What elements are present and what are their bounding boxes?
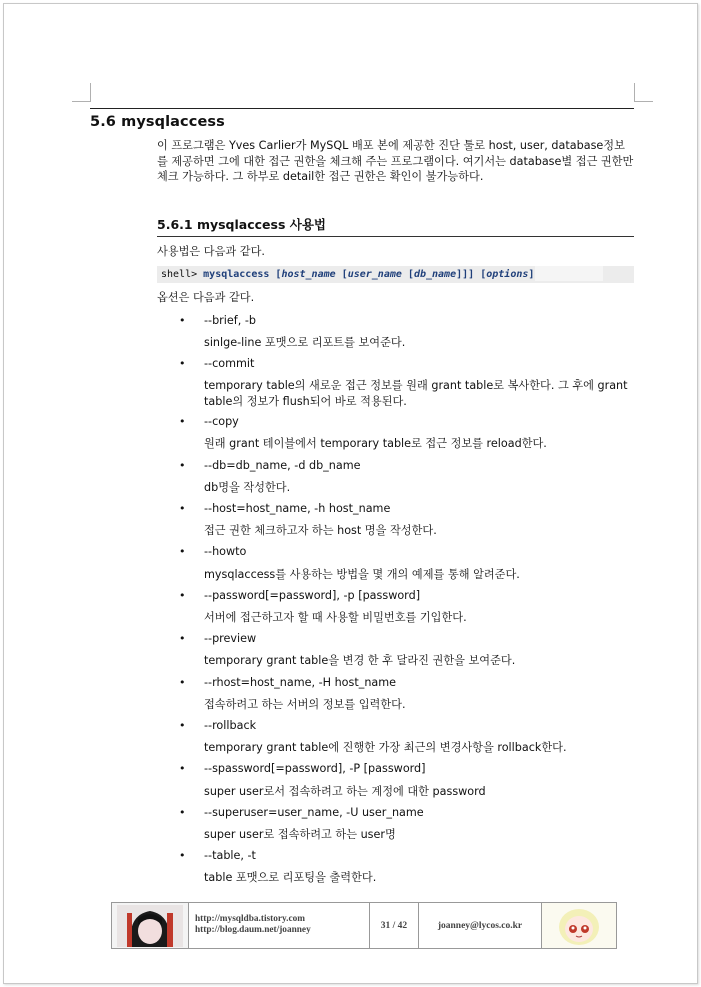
crop-mark-top-right — [634, 83, 653, 102]
bullet: • — [179, 589, 186, 602]
subsection-title: 5.6.1 mysqlaccess 사용법 — [157, 217, 326, 232]
bullet: • — [179, 459, 186, 472]
bullet: • — [179, 676, 186, 689]
option-name: --superuser=user_name, -U user_name — [204, 806, 424, 819]
footer-url-daum[interactable]: http://blog.daum.net/joanney — [195, 925, 311, 935]
code-block: shell> mysqlaccess [host_name [user_name [db_name]]] [options] — [157, 266, 634, 283]
option-description: 접근 권한 체크하고자 하는 host 명을 작성한다. — [204, 524, 437, 537]
code-arg-options: options — [486, 269, 529, 280]
code-bracket: [ — [407, 269, 414, 280]
page-footer — [111, 902, 617, 949]
option-description: temporary grant table을 변경 한 후 달라진 권한을 보여준다. — [204, 654, 516, 667]
option-description: temporary grant table에 진행한 가장 최근의 변경사항을 rollback한다. — [204, 741, 567, 754]
code-command: mysqlaccess — [203, 269, 270, 280]
bullet: • — [179, 762, 186, 775]
option-description: mysqlaccess를 사용하는 방법을 몇 개의 예제를 통해 알려준다. — [204, 568, 520, 581]
option-description: sinlge-line 포맷으로 리포트를 보여준다. — [204, 336, 406, 349]
option-name: --host=host_name, -h host_name — [204, 502, 391, 515]
option-name: --copy — [204, 415, 239, 428]
mascot-icon — [542, 903, 616, 948]
option-description: db명을 작성한다. — [204, 481, 291, 494]
section-title: 5.6 mysqlaccess — [90, 114, 225, 130]
option-name: --rollback — [204, 719, 257, 732]
option-name: --table, -t — [204, 849, 256, 862]
bullet: • — [179, 415, 186, 428]
bullet: • — [179, 806, 186, 819]
bullet: • — [179, 314, 186, 327]
author-avatar-icon — [112, 903, 189, 948]
option-description: super user로서 접속하려고 하는 계정에 대한 password — [204, 785, 486, 798]
option-name: --howto — [204, 545, 247, 558]
code-bracket: ]]] — [456, 269, 475, 280]
option-description: 접속하려고 하는 서버의 정보를 입력한다. — [204, 698, 406, 711]
option-name: --password[=password], -p [password] — [204, 589, 421, 602]
bullet: • — [179, 545, 186, 558]
code-arg-host: host_name — [281, 269, 336, 280]
usage-intro: 사용법은 다음과 같다. — [157, 245, 265, 258]
section-intro: 이 프로그램은 Yves Carlier가 MySQL 배포 본에 제공한 진단 툴로 host, user, database정보를 제공하면 그에 대한 접근 권한을 체크해 주는 프로그램이다. 여기서는 database별 접근 권한만 체크 가능하다. 그 하부로 detail한 접근 권한은 확인이 불가능하다. — [157, 139, 634, 183]
option-description: super user로 접속하려고 하는 user명 — [204, 828, 396, 841]
code-bracket: [ — [341, 269, 348, 280]
option-description: table 포맷으로 리포팅을 출력한다. — [204, 871, 377, 884]
footer-email[interactable]: joanney@lycos.co.kr — [419, 903, 542, 948]
option-description: 원래 grant 테이블에서 temporary table로 접근 정보를 reload한다. — [204, 437, 547, 450]
footer-urls — [189, 903, 370, 948]
bullet: • — [179, 357, 186, 370]
code-arg-db: db_name — [413, 269, 457, 280]
code-cursor-box — [535, 266, 603, 281]
footer-url-tistory[interactable]: http://mysqldba.tistory.com — [195, 914, 306, 924]
option-name: --spassword[=password], -P [password] — [204, 762, 426, 775]
options-intro: 옵션은 다음과 같다. — [157, 291, 255, 304]
option-name: --brief, -b — [204, 314, 256, 327]
code-prompt: shell> — [161, 269, 198, 280]
header-rule — [90, 108, 634, 109]
bullet: • — [179, 502, 186, 515]
option-name: --commit — [204, 357, 255, 370]
bullet: • — [179, 632, 186, 645]
option-name: --db=db_name, -d db_name — [204, 459, 361, 472]
subsection-rule — [157, 236, 634, 237]
bullet: • — [179, 849, 186, 862]
option-name: --rhost=host_name, -H host_name — [204, 676, 397, 689]
option-name: --preview — [204, 632, 257, 645]
page-number: 31 / 42 — [370, 903, 419, 948]
code-arg-user: user_name — [347, 269, 402, 280]
option-description: temporary table의 새로운 접근 정보를 원래 grant table로 복사한다. 그 후에 grant table의 정보가 flush되어 바로 적용된다. — [204, 379, 628, 408]
crop-mark-top-left — [72, 83, 91, 102]
bullet: • — [179, 719, 186, 732]
option-description: 서버에 접근하고자 할 때 사용할 비밀번호를 기입한다. — [204, 611, 467, 624]
code-bracket: [ — [275, 269, 282, 280]
